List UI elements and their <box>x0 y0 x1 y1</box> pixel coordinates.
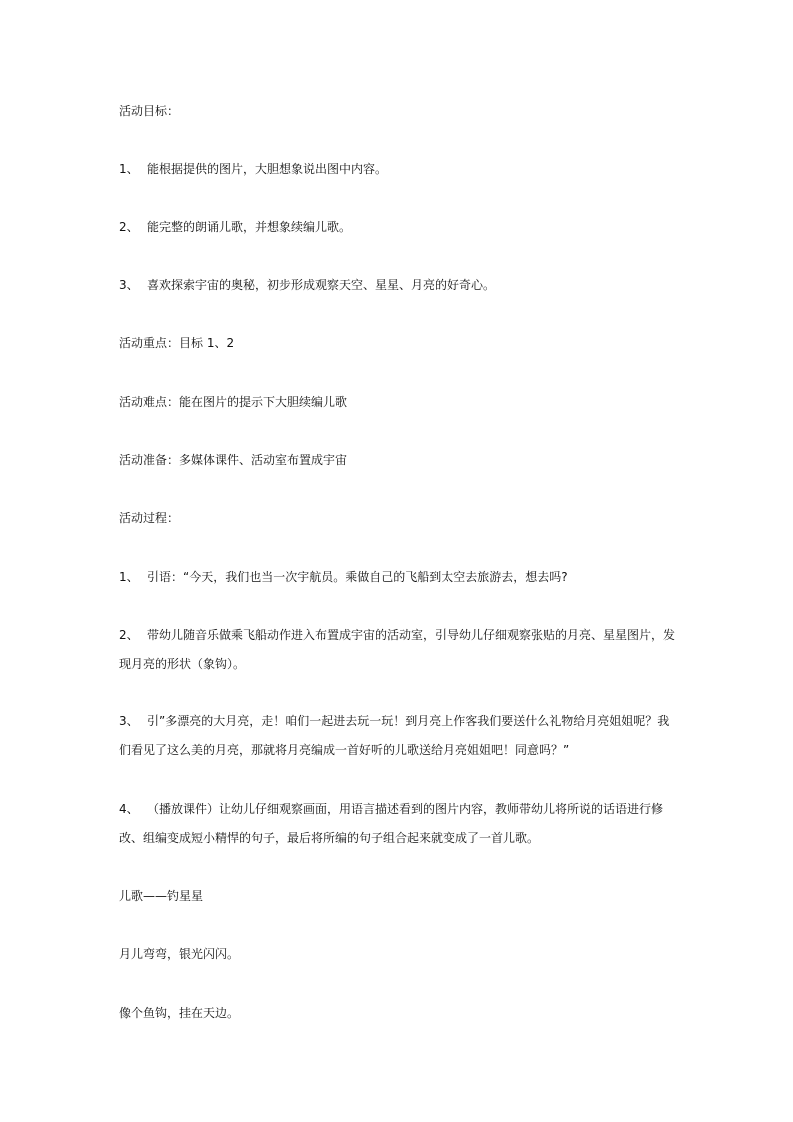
goal-number: 2、 <box>119 220 139 234</box>
step-number: 2、 <box>119 628 139 642</box>
step-text: （播放课件）让幼儿仔细观察画面，用语言描述看到的图片内容，教师带幼儿将所说的话语进行修改、组编变成短小精悍的句子，最后将所编的句子组合起来就变成了一首儿歌。 <box>119 802 664 845</box>
goal-text: 能根据提供的图片，大胆想象说出图中内容。 <box>147 162 388 176</box>
goal-item <box>119 271 681 300</box>
goal-text: 喜欢探索宇宙的奥秘，初步形成观察天空、星星、月亮的好奇心。 <box>147 278 496 292</box>
song-line: 像个鱼钩，挂在天边。 <box>119 1006 240 1020</box>
step-item <box>119 707 681 765</box>
goal-text: 能完整的朗诵儿歌，并想象续编儿歌。 <box>147 220 352 234</box>
step-number: 1、 <box>119 570 139 584</box>
step-text: 带幼儿随音乐做乘飞船动作进入布置成宇宙的活动室，引导幼儿仔细观察张贴的月亮、星星图片，发现月亮的形状（象钩）。 <box>119 628 676 671</box>
step-item <box>119 563 681 592</box>
difficulty: 活动难点：能在图片的提示下大胆续编儿歌 <box>119 395 348 409</box>
step-text: 引语：“今天，我们也当一次宇航员。乘做自己的飞船到太空去旅游去，想去吗? <box>147 570 568 584</box>
goal-item <box>119 213 681 242</box>
preparation: 活动准备：多媒体课件、活动室布置成宇宙 <box>119 453 348 467</box>
step-item <box>119 621 681 679</box>
heading-goals: 活动目标： <box>119 104 180 118</box>
goal-number: 3、 <box>119 278 139 292</box>
step-number: 3、 <box>119 714 139 728</box>
song-line: 月儿弯弯，银光闪闪。 <box>119 947 240 961</box>
heading-process: 活动过程： <box>119 511 180 525</box>
step-text: 引”多漂亮的大月亮，走！咱们一起进去玩一玩！到月亮上作客我们要送什么礼物给月亮姐姐呢？我们看见了这么美的月亮，那就将月亮编成一首好听的儿歌送给月亮姐姐吧！同意吗？” <box>119 714 670 757</box>
goal-number: 1、 <box>119 162 139 176</box>
step-number: 4、 <box>119 802 139 816</box>
goal-item <box>119 155 681 184</box>
song-title: 儿歌——钓星星 <box>119 889 204 903</box>
step-item <box>119 795 681 853</box>
key-point: 活动重点：目标 1、2 <box>119 336 235 350</box>
